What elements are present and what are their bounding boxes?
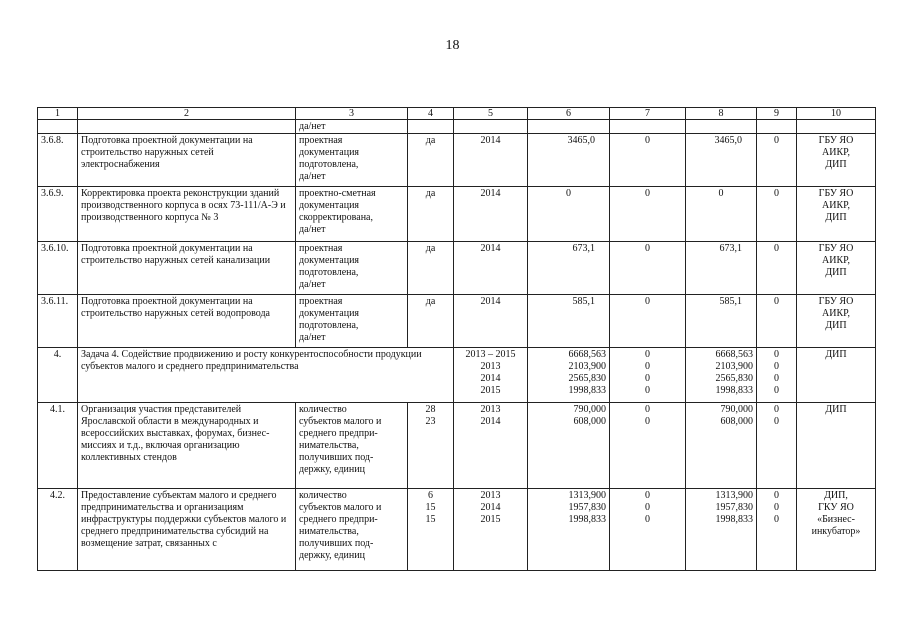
executor-cell: ДИП bbox=[797, 403, 876, 489]
table-row bbox=[38, 489, 876, 571]
item-name: Подготовка проектной документации на строительство наружных сетей электроснабжения bbox=[78, 134, 296, 187]
years-cell: 2013 – 2015 2013 2014 2015 bbox=[454, 348, 528, 403]
federal-amount: 0 0 bbox=[610, 403, 686, 489]
federal-amount: 0 0 0 bbox=[610, 489, 686, 571]
planned-value: да bbox=[408, 187, 454, 242]
table-row bbox=[38, 403, 876, 489]
planned-value: да bbox=[408, 295, 454, 348]
other-amount: 0 bbox=[757, 134, 797, 187]
years-cell: 2013 2014 bbox=[454, 403, 528, 489]
total-amount: 6668,563 2103,900 2565,830 1998,833 bbox=[528, 348, 610, 403]
federal-amount: 0 bbox=[610, 295, 686, 348]
task-row bbox=[38, 348, 876, 403]
item-number: 4.2. bbox=[38, 489, 78, 571]
measures-table bbox=[37, 107, 876, 571]
years-cell: 2014 bbox=[454, 187, 528, 242]
column-header: 10 bbox=[797, 108, 876, 120]
executor-cell: ДИП, ГКУ ЯО «Бизнес- инкубатор» bbox=[797, 489, 876, 571]
column-header: 1 bbox=[38, 108, 78, 120]
total-amount: 585,1 bbox=[528, 295, 610, 348]
planned-value: да bbox=[408, 242, 454, 295]
column-header: 7 bbox=[610, 108, 686, 120]
continuation-row bbox=[38, 120, 876, 134]
table-row bbox=[38, 242, 876, 295]
indicator-cell: количество субъектов малого и среднего предпри- нимательства, получивших под- держку, единиц bbox=[296, 403, 408, 489]
other-amount: 0 bbox=[757, 242, 797, 295]
total-amount: 790,000 608,000 bbox=[528, 403, 610, 489]
executor-cell: ГБУ ЯО АИКР, ДИП bbox=[797, 242, 876, 295]
indicator-cell: проектная документация подготовлена, да/нет bbox=[296, 295, 408, 348]
indicator-cell: проектная документация подготовлена, да/нет bbox=[296, 134, 408, 187]
item-number: 4. bbox=[38, 348, 78, 403]
item-number: 3.6.8. bbox=[38, 134, 78, 187]
table-row bbox=[38, 134, 876, 187]
table-row bbox=[38, 187, 876, 242]
total-amount: 3465,0 bbox=[528, 134, 610, 187]
regional-amount: 673,1 bbox=[686, 242, 757, 295]
item-number: 3.6.10. bbox=[38, 242, 78, 295]
federal-amount: 0 bbox=[610, 134, 686, 187]
other-amount: 0 0 0 bbox=[757, 489, 797, 571]
other-amount: 0 bbox=[757, 187, 797, 242]
other-amount: 0 0 0 0 bbox=[757, 348, 797, 403]
indicator-cell: проектная документация подготовлена, да/нет bbox=[296, 242, 408, 295]
federal-amount: 0 bbox=[610, 187, 686, 242]
regional-amount: 6668,563 2103,900 2565,830 1998,833 bbox=[686, 348, 757, 403]
regional-amount: 790,000 608,000 bbox=[686, 403, 757, 489]
column-header: 2 bbox=[78, 108, 296, 120]
item-number: 4.1. bbox=[38, 403, 78, 489]
total-amount: 0 bbox=[528, 187, 610, 242]
regional-amount: 585,1 bbox=[686, 295, 757, 348]
total-amount: 1313,900 1957,830 1998,833 bbox=[528, 489, 610, 571]
federal-amount: 0 0 0 0 bbox=[610, 348, 686, 403]
item-name: Подготовка проектной документации на строительство наружных сетей канализации bbox=[78, 242, 296, 295]
column-header: 4 bbox=[408, 108, 454, 120]
task-title: Задача 4. Содействие продвижению и росту конкурентоспособности продукции субъектов малого и среднего предпринимательства bbox=[78, 348, 454, 403]
column-header: 6 bbox=[528, 108, 610, 120]
years-cell: 2014 bbox=[454, 295, 528, 348]
planned-value: да bbox=[408, 134, 454, 187]
column-header: 5 bbox=[454, 108, 528, 120]
indicator-cell: проектно-сметная документация скорректирована, да/нет bbox=[296, 187, 408, 242]
table-row bbox=[38, 295, 876, 348]
column-header: 8 bbox=[686, 108, 757, 120]
executor-cell: ДИП bbox=[797, 348, 876, 403]
column-header: 9 bbox=[757, 108, 797, 120]
years-cell: 2014 bbox=[454, 134, 528, 187]
other-amount: 0 0 bbox=[757, 403, 797, 489]
column-header: 3 bbox=[296, 108, 408, 120]
federal-amount: 0 bbox=[610, 242, 686, 295]
indicator-cell: да/нет bbox=[296, 120, 408, 134]
item-number: 3.6.9. bbox=[38, 187, 78, 242]
item-name: Организация участия представителей Ярославской области в международных и всероссийских выставках, форумах, бизнес-миссиях и т.д., включая организацию коллективных стендов bbox=[78, 403, 296, 489]
indicator-cell: количество субъектов малого и среднего предпри- нимательства, получивших под- держку, единиц bbox=[296, 489, 408, 571]
regional-amount: 0 bbox=[686, 187, 757, 242]
regional-amount: 1313,900 1957,830 1998,833 bbox=[686, 489, 757, 571]
years-cell: 2013 2014 2015 bbox=[454, 489, 528, 571]
item-name: Корректировка проекта реконструкции зданий производственного корпуса в осях 73-111/А-Э и производственного корпуса № 3 bbox=[78, 187, 296, 242]
executor-cell: ГБУ ЯО АИКР, ДИП bbox=[797, 187, 876, 242]
regional-amount: 3465,0 bbox=[686, 134, 757, 187]
other-amount: 0 bbox=[757, 295, 797, 348]
page-number: 18 bbox=[445, 38, 460, 53]
total-amount: 673,1 bbox=[528, 242, 610, 295]
planned-value: 28 23 bbox=[408, 403, 454, 489]
executor-cell: ГБУ ЯО АИКР, ДИП bbox=[797, 295, 876, 348]
planned-value: 6 15 15 bbox=[408, 489, 454, 571]
executor-cell: ГБУ ЯО АИКР, ДИП bbox=[797, 134, 876, 187]
item-number: 3.6.11. bbox=[38, 295, 78, 348]
column-number-row bbox=[38, 108, 876, 120]
item-name: Предоставление субъектам малого и среднего предпринимательства и организациям инфраструктуры поддержки субъектов малого и среднего предпринимательства субсидий на возмещение затрат, связанных с bbox=[78, 489, 296, 571]
item-name: Подготовка проектной документации на строительство наружных сетей водопровода bbox=[78, 295, 296, 348]
years-cell: 2014 bbox=[454, 242, 528, 295]
